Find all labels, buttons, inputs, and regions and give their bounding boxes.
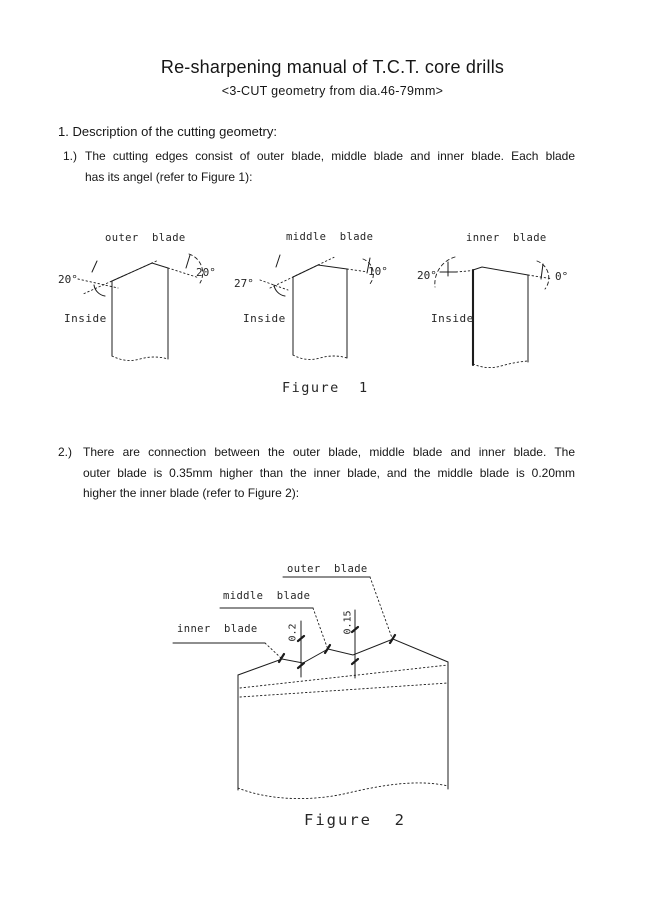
blade-outline	[293, 265, 347, 277]
blade-bottom-break-line	[112, 356, 168, 360]
page-title: Re-sharpening manual of T.C.T. core drills	[160, 57, 505, 77]
figure2-caption: Figure 2	[304, 811, 406, 829]
outer-blade-diagram	[20, 228, 230, 378]
middle-blade-left-angle: 27°	[234, 277, 254, 290]
inner-blade-right-angle: 0°	[555, 270, 569, 283]
middle-blade-right-angle: 10°	[368, 265, 388, 278]
item-1-text	[85, 146, 575, 187]
blade-bottom-break-line	[473, 361, 528, 368]
item-2-number: 2.)	[58, 445, 73, 459]
item-2-line-3: higher the inner blade (refer to Figure 2):	[83, 486, 300, 501]
inner-blade-left-angle: 20°	[417, 269, 437, 282]
section1-heading: 1. Description of the cutting geometry:	[58, 124, 277, 139]
cutting-profile	[238, 639, 448, 675]
item-2-line-1: There are connection between the outer blade, middle blade and inner blade. The	[83, 445, 575, 459]
blade-outline	[473, 267, 528, 275]
figure2-drawing	[170, 555, 470, 805]
figure2-inner-blade-label: inner blade	[177, 623, 258, 635]
middle-blade-diagram	[230, 228, 410, 378]
outer-blade-right-angle: 20°	[196, 266, 216, 279]
item-2-text	[83, 442, 575, 504]
middle-blade-label: middle blade	[286, 231, 374, 243]
middle-blade-inside-label: Inside	[243, 312, 286, 325]
page-subtitle: <3-CUT geometry from dia.46-79mm>	[221, 84, 444, 98]
item-1-line-2: has its angel (refer to Figure 1):	[85, 169, 253, 184]
dim-middle-outer-label: 0.15	[342, 610, 354, 635]
item-1-line-1: The cutting edges consist of outer blade, middle blade and inner blade. Each blade	[85, 149, 575, 163]
inner-blade-diagram	[415, 228, 665, 378]
inner-blade-label: inner blade	[466, 232, 547, 244]
dim-inner-middle-label: 0.2	[287, 623, 299, 642]
figure2-middle-blade-label: middle blade	[223, 590, 311, 602]
outer-blade-left-angle: 20°	[58, 273, 78, 286]
outer-blade-inside-label: Inside	[64, 312, 107, 325]
blade-outline	[112, 263, 168, 281]
figure1-caption: Figure 1	[282, 380, 369, 396]
blade-bottom-break-line	[293, 355, 347, 359]
inner-blade-inside-label: Inside	[431, 312, 474, 325]
item-1-number: 1.)	[63, 149, 78, 163]
body-bottom-break-line	[238, 783, 448, 799]
item-2-line-2: outer blade is 0.35mm higher than the inner blade, and the middle blade is 0.20mm	[83, 465, 575, 480]
figure2-outer-blade-label: outer blade	[287, 563, 368, 575]
outer-blade-label: outer blade	[105, 232, 186, 244]
